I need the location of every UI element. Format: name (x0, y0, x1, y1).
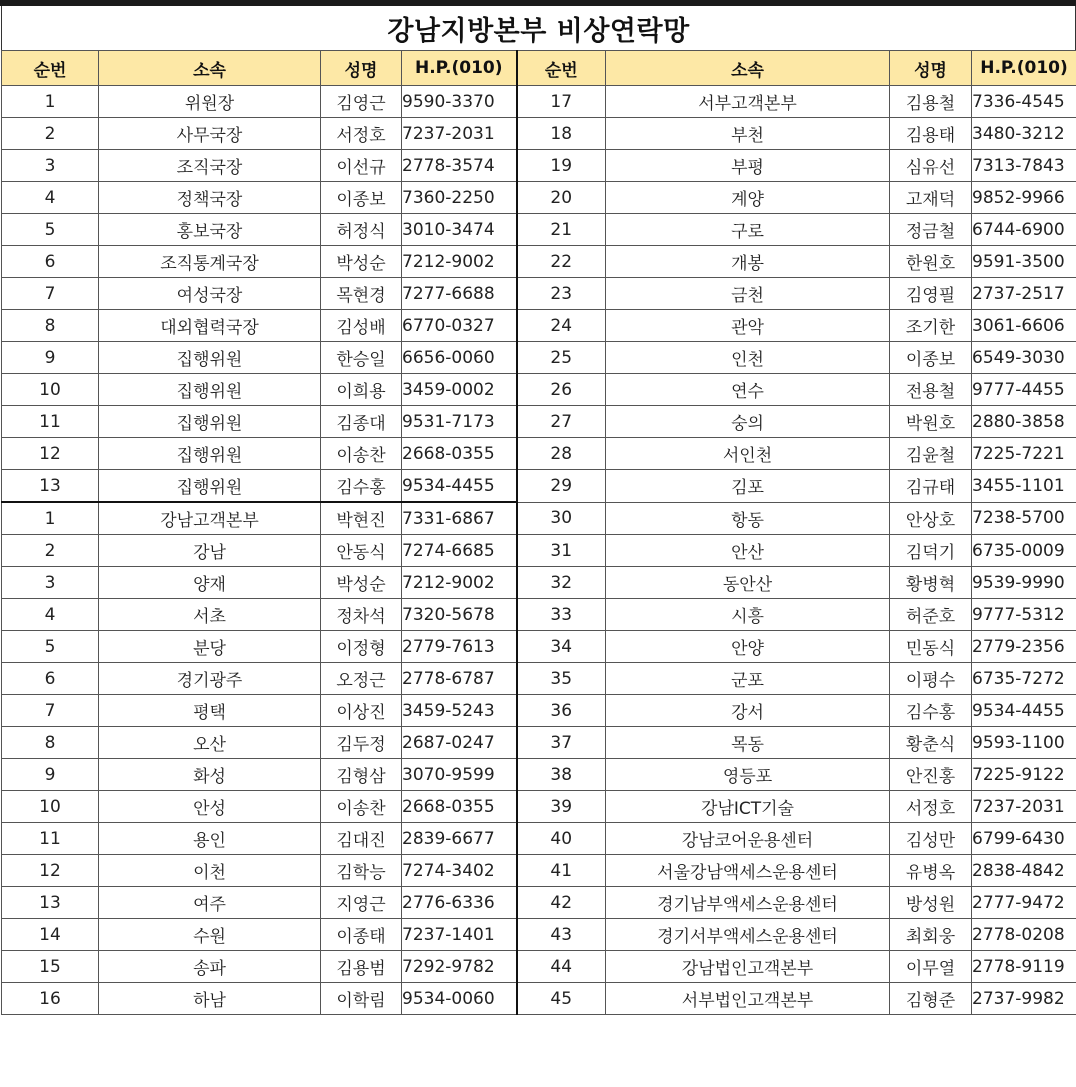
right-seq-cell: 45 (517, 983, 606, 1015)
table-row (2, 214, 1076, 246)
left-name-cell: 김두정 (321, 727, 402, 759)
left-phone-cell: 9534-4455 (402, 470, 517, 503)
right-dept-cell: 경기서부액세스운용센터 (606, 919, 890, 951)
left-seq-cell: 13 (2, 470, 99, 503)
right-name-cell: 김영필 (890, 278, 972, 310)
right-dept-cell: 시흥 (606, 599, 890, 631)
left-name-cell: 이송찬 (321, 791, 402, 823)
left-name-cell: 이희용 (321, 374, 402, 406)
left-phone-cell: 3010-3474 (402, 214, 517, 246)
bottom-margin (0, 1080, 1076, 1087)
table-row (2, 246, 1076, 278)
left-seq-cell: 8 (2, 727, 99, 759)
left-seq-cell: 5 (2, 631, 99, 663)
left-dept-cell: 사무국장 (99, 118, 321, 150)
left-seq-cell: 1 (2, 86, 99, 118)
left-dept-cell: 조직통계국장 (99, 246, 321, 278)
left-phone-cell: 9590-3370 (402, 86, 517, 118)
left-dept-cell: 용인 (99, 823, 321, 855)
left-phone-cell: 2668-0355 (402, 438, 517, 470)
left-name-cell: 이송찬 (321, 438, 402, 470)
right-dept-cell: 구로 (606, 214, 890, 246)
table-row (2, 599, 1076, 631)
left-name-cell: 김대진 (321, 823, 402, 855)
left-phone-cell: 6770-0327 (402, 310, 517, 342)
right-name-cell: 방성원 (890, 887, 972, 919)
left-seq-cell: 1 (2, 502, 99, 535)
left-phone-cell: 2687-0247 (402, 727, 517, 759)
right-dept-cell: 연수 (606, 374, 890, 406)
left-seq-cell: 4 (2, 182, 99, 214)
right-dept-cell: 목동 (606, 727, 890, 759)
left-seq-cell: 14 (2, 919, 99, 951)
left-name-cell: 이선규 (321, 150, 402, 182)
right-name-cell: 서정호 (890, 791, 972, 823)
right-name-cell: 김용철 (890, 86, 972, 118)
left-seq-cell: 5 (2, 214, 99, 246)
table-row (2, 438, 1076, 470)
right-dept-cell: 동안산 (606, 567, 890, 599)
right-phone-cell: 7313-7843 (972, 150, 1076, 182)
left-phone-cell: 2778-6787 (402, 663, 517, 695)
right-name-cell: 조기한 (890, 310, 972, 342)
left-phone-cell: 7274-6685 (402, 535, 517, 567)
right-phone-cell: 2778-9119 (972, 951, 1076, 983)
table-row (2, 406, 1076, 438)
contact-table (1, 50, 1076, 1015)
table-row (2, 727, 1076, 759)
table-row (2, 887, 1076, 919)
right-name-cell: 이무열 (890, 951, 972, 983)
left-seq-cell: 9 (2, 342, 99, 374)
right-seq-cell: 27 (517, 406, 606, 438)
right-phone-cell: 2880-3858 (972, 406, 1076, 438)
right-name-cell: 정금철 (890, 214, 972, 246)
right-name-cell: 박원호 (890, 406, 972, 438)
left-name-cell: 김종대 (321, 406, 402, 438)
left-seq-cell: 6 (2, 246, 99, 278)
left-seq-cell: 11 (2, 406, 99, 438)
left-phone-cell: 7274-3402 (402, 855, 517, 887)
right-seq-cell: 34 (517, 631, 606, 663)
right-seq-cell: 44 (517, 951, 606, 983)
table-row (2, 150, 1076, 182)
table-row (2, 502, 1076, 535)
left-seq-cell: 12 (2, 855, 99, 887)
left-name-cell: 지영근 (321, 887, 402, 919)
right-phone-cell: 2737-2517 (972, 278, 1076, 310)
left-dept-cell: 하남 (99, 983, 321, 1015)
left-seq-cell: 12 (2, 438, 99, 470)
right-seq-cell: 41 (517, 855, 606, 887)
right-dept-cell: 금천 (606, 278, 890, 310)
left-name-cell: 이종보 (321, 182, 402, 214)
left-seq-cell: 2 (2, 535, 99, 567)
right-dept-cell: 관악 (606, 310, 890, 342)
right-phone-cell: 9777-4455 (972, 374, 1076, 406)
left-dept-cell: 안성 (99, 791, 321, 823)
table-row (2, 535, 1076, 567)
left-dept-cell: 위원장 (99, 86, 321, 118)
left-seq-cell: 3 (2, 150, 99, 182)
left-seq-cell: 6 (2, 663, 99, 695)
table-row (2, 86, 1076, 118)
left-name-cell: 한승일 (321, 342, 402, 374)
left-phone-cell: 2839-6677 (402, 823, 517, 855)
right-phone-cell: 9591-3500 (972, 246, 1076, 278)
right-seq-cell: 35 (517, 663, 606, 695)
left-dept-cell: 대외협력국장 (99, 310, 321, 342)
left-name-cell: 김형삼 (321, 759, 402, 791)
right-seq-cell: 36 (517, 695, 606, 727)
table-row (2, 983, 1076, 1015)
left-name-cell: 정차석 (321, 599, 402, 631)
left-seq-cell: 15 (2, 951, 99, 983)
table-row (2, 759, 1076, 791)
right-dept-cell: 안산 (606, 535, 890, 567)
left-dept-cell: 정책국장 (99, 182, 321, 214)
left-dept-cell: 여성국장 (99, 278, 321, 310)
right-seq-cell: 26 (517, 374, 606, 406)
left-seq-cell: 8 (2, 310, 99, 342)
left-phone-cell: 7212-9002 (402, 246, 517, 278)
right-name-cell: 김윤철 (890, 438, 972, 470)
left-dept-cell: 집행위원 (99, 374, 321, 406)
sheet-title: 강남지방본부 비상연락망 (1, 6, 1076, 50)
right-seq-cell: 20 (517, 182, 606, 214)
left-name-cell: 목현경 (321, 278, 402, 310)
left-dept-cell: 경기광주 (99, 663, 321, 695)
right-name-cell: 유병옥 (890, 855, 972, 887)
right-dept-cell: 영등포 (606, 759, 890, 791)
left-phone-cell: 9534-0060 (402, 983, 517, 1015)
left-name-cell: 허정식 (321, 214, 402, 246)
left-dept-cell: 화성 (99, 759, 321, 791)
right-seq-cell: 29 (517, 470, 606, 503)
left-seq-cell: 3 (2, 567, 99, 599)
left-dept-cell: 송파 (99, 951, 321, 983)
right-seq-cell: 33 (517, 599, 606, 631)
right-phone-cell: 6799-6430 (972, 823, 1076, 855)
right-name-cell: 황병혁 (890, 567, 972, 599)
left-dept-cell: 분당 (99, 631, 321, 663)
left-phone-cell: 2668-0355 (402, 791, 517, 823)
left-name-cell: 김용범 (321, 951, 402, 983)
right-phone-cell: 2838-4842 (972, 855, 1076, 887)
left-dept-cell: 수원 (99, 919, 321, 951)
right-seq-cell: 40 (517, 823, 606, 855)
table-row (2, 791, 1076, 823)
right-dept-cell: 경기남부액세스운용센터 (606, 887, 890, 919)
right-dept-cell: 강남코어운용센터 (606, 823, 890, 855)
left-name-cell: 김영근 (321, 86, 402, 118)
left-name-cell: 김학능 (321, 855, 402, 887)
right-dept-cell: 강남법인고객본부 (606, 951, 890, 983)
right-phone-cell: 7336-4545 (972, 86, 1076, 118)
left-dept-cell: 양재 (99, 567, 321, 599)
right-name-cell: 심유선 (890, 150, 972, 182)
left-phone-cell: 9531-7173 (402, 406, 517, 438)
table-row (2, 567, 1076, 599)
header-phone-right: H.P.(010) (972, 51, 1076, 86)
table-row (2, 951, 1076, 983)
left-name-cell: 이학림 (321, 983, 402, 1015)
header-row (2, 51, 1076, 86)
left-phone-cell: 6656-0060 (402, 342, 517, 374)
left-name-cell: 박성순 (321, 567, 402, 599)
right-phone-cell: 3480-3212 (972, 118, 1076, 150)
header-name-right: 성명 (890, 51, 972, 86)
header-dept-left: 소속 (99, 51, 321, 86)
right-phone-cell: 9593-1100 (972, 727, 1076, 759)
left-dept-cell: 집행위원 (99, 342, 321, 374)
right-dept-cell: 강서 (606, 695, 890, 727)
right-dept-cell: 강남ICT기술 (606, 791, 890, 823)
left-phone-cell: 2776-6336 (402, 887, 517, 919)
right-dept-cell: 서인천 (606, 438, 890, 470)
left-name-cell: 박성순 (321, 246, 402, 278)
right-dept-cell: 숭의 (606, 406, 890, 438)
left-phone-cell: 3070-9599 (402, 759, 517, 791)
left-name-cell: 박현진 (321, 502, 402, 535)
left-seq-cell: 7 (2, 278, 99, 310)
right-dept-cell: 계양 (606, 182, 890, 214)
right-name-cell: 황춘식 (890, 727, 972, 759)
table-row (2, 118, 1076, 150)
right-dept-cell: 군포 (606, 663, 890, 695)
left-dept-cell: 집행위원 (99, 438, 321, 470)
header-dept-right: 소속 (606, 51, 890, 86)
left-dept-cell: 오산 (99, 727, 321, 759)
right-phone-cell: 6735-7272 (972, 663, 1076, 695)
right-phone-cell: 9534-4455 (972, 695, 1076, 727)
right-seq-cell: 22 (517, 246, 606, 278)
right-dept-cell: 안양 (606, 631, 890, 663)
right-seq-cell: 42 (517, 887, 606, 919)
left-seq-cell: 2 (2, 118, 99, 150)
right-phone-cell: 6549-3030 (972, 342, 1076, 374)
right-seq-cell: 19 (517, 150, 606, 182)
left-seq-cell: 13 (2, 887, 99, 919)
left-phone-cell: 2778-3574 (402, 150, 517, 182)
header-phone-left: H.P.(010) (402, 51, 517, 86)
table-row (2, 374, 1076, 406)
right-seq-cell: 18 (517, 118, 606, 150)
right-seq-cell: 17 (517, 86, 606, 118)
left-seq-cell: 10 (2, 374, 99, 406)
right-phone-cell: 9539-9990 (972, 567, 1076, 599)
right-name-cell: 김규태 (890, 470, 972, 503)
right-phone-cell: 6735-0009 (972, 535, 1076, 567)
right-seq-cell: 31 (517, 535, 606, 567)
left-name-cell: 김수홍 (321, 470, 402, 503)
right-name-cell: 이평수 (890, 663, 972, 695)
left-dept-cell: 이천 (99, 855, 321, 887)
left-phone-cell: 7237-1401 (402, 919, 517, 951)
left-name-cell: 이정형 (321, 631, 402, 663)
right-name-cell: 김성만 (890, 823, 972, 855)
right-phone-cell: 2777-9472 (972, 887, 1076, 919)
right-seq-cell: 39 (517, 791, 606, 823)
right-name-cell: 안상호 (890, 502, 972, 535)
table-row (2, 695, 1076, 727)
right-phone-cell: 7225-7221 (972, 438, 1076, 470)
left-seq-cell: 16 (2, 983, 99, 1015)
right-seq-cell: 25 (517, 342, 606, 374)
header-name-left: 성명 (321, 51, 402, 86)
right-seq-cell: 38 (517, 759, 606, 791)
left-seq-cell: 7 (2, 695, 99, 727)
right-phone-cell: 9777-5312 (972, 599, 1076, 631)
right-name-cell: 최회웅 (890, 919, 972, 951)
left-phone-cell: 2779-7613 (402, 631, 517, 663)
table-row (2, 823, 1076, 855)
left-dept-cell: 평택 (99, 695, 321, 727)
table-row (2, 182, 1076, 214)
left-name-cell: 이종태 (321, 919, 402, 951)
right-dept-cell: 서부고객본부 (606, 86, 890, 118)
right-name-cell: 김형준 (890, 983, 972, 1015)
table-row (2, 470, 1076, 503)
right-seq-cell: 32 (517, 567, 606, 599)
header-seq-right: 순번 (517, 51, 606, 86)
left-name-cell: 이상진 (321, 695, 402, 727)
right-dept-cell: 개봉 (606, 246, 890, 278)
right-dept-cell: 부평 (606, 150, 890, 182)
table-row (2, 631, 1076, 663)
right-name-cell: 한원호 (890, 246, 972, 278)
right-name-cell: 김덕기 (890, 535, 972, 567)
table-row (2, 855, 1076, 887)
left-dept-cell: 서초 (99, 599, 321, 631)
left-phone-cell: 7331-6867 (402, 502, 517, 535)
right-seq-cell: 43 (517, 919, 606, 951)
right-name-cell: 안진홍 (890, 759, 972, 791)
left-name-cell: 김성배 (321, 310, 402, 342)
left-dept-cell: 집행위원 (99, 470, 321, 503)
right-phone-cell: 3061-6606 (972, 310, 1076, 342)
left-seq-cell: 4 (2, 599, 99, 631)
left-dept-cell: 강남 (99, 535, 321, 567)
left-phone-cell: 7277-6688 (402, 278, 517, 310)
left-phone-cell: 7237-2031 (402, 118, 517, 150)
left-phone-cell: 7292-9782 (402, 951, 517, 983)
left-dept-cell: 홍보국장 (99, 214, 321, 246)
left-seq-cell: 9 (2, 759, 99, 791)
table-body (2, 86, 1076, 1015)
left-dept-cell: 집행위원 (99, 406, 321, 438)
table-row (2, 663, 1076, 695)
left-dept-cell: 강남고객본부 (99, 502, 321, 535)
right-phone-cell: 9852-9966 (972, 182, 1076, 214)
right-phone-cell: 2779-2356 (972, 631, 1076, 663)
left-seq-cell: 11 (2, 823, 99, 855)
right-phone-cell: 6744-6900 (972, 214, 1076, 246)
right-phone-cell: 2778-0208 (972, 919, 1076, 951)
right-name-cell: 고재덕 (890, 182, 972, 214)
left-phone-cell: 3459-0002 (402, 374, 517, 406)
right-name-cell: 김수홍 (890, 695, 972, 727)
right-seq-cell: 28 (517, 438, 606, 470)
right-phone-cell: 2737-9982 (972, 983, 1076, 1015)
table-row (2, 342, 1076, 374)
right-dept-cell: 서울강남액세스운용센터 (606, 855, 890, 887)
right-name-cell: 민동식 (890, 631, 972, 663)
right-seq-cell: 37 (517, 727, 606, 759)
right-name-cell: 허준호 (890, 599, 972, 631)
right-phone-cell: 3455-1101 (972, 470, 1076, 503)
left-name-cell: 안동식 (321, 535, 402, 567)
right-seq-cell: 30 (517, 502, 606, 535)
right-dept-cell: 인천 (606, 342, 890, 374)
left-name-cell: 오정근 (321, 663, 402, 695)
left-phone-cell: 7320-5678 (402, 599, 517, 631)
table-row (2, 919, 1076, 951)
right-name-cell: 전용철 (890, 374, 972, 406)
left-phone-cell: 3459-5243 (402, 695, 517, 727)
right-dept-cell: 서부법인고객본부 (606, 983, 890, 1015)
right-phone-cell: 7237-2031 (972, 791, 1076, 823)
right-phone-cell: 7238-5700 (972, 502, 1076, 535)
right-name-cell: 이종보 (890, 342, 972, 374)
right-dept-cell: 부천 (606, 118, 890, 150)
left-phone-cell: 7360-2250 (402, 182, 517, 214)
left-dept-cell: 조직국장 (99, 150, 321, 182)
right-name-cell: 김용태 (890, 118, 972, 150)
right-seq-cell: 24 (517, 310, 606, 342)
right-seq-cell: 21 (517, 214, 606, 246)
header-seq-left: 순번 (2, 51, 99, 86)
right-dept-cell: 항동 (606, 502, 890, 535)
table-row (2, 278, 1076, 310)
right-phone-cell: 7225-9122 (972, 759, 1076, 791)
left-name-cell: 서정호 (321, 118, 402, 150)
left-dept-cell: 여주 (99, 887, 321, 919)
left-phone-cell: 7212-9002 (402, 567, 517, 599)
left-seq-cell: 10 (2, 791, 99, 823)
right-dept-cell: 김포 (606, 470, 890, 503)
table-row (2, 310, 1076, 342)
right-seq-cell: 23 (517, 278, 606, 310)
